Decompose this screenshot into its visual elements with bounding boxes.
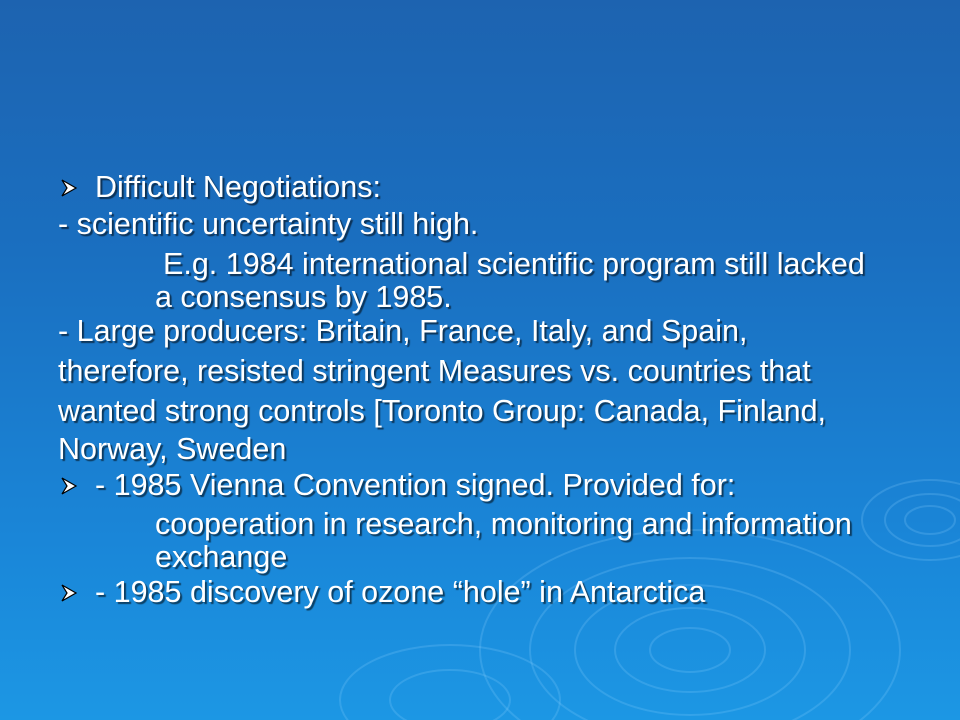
slide-line: - 1985 discovery of ozone “hole” in Antarctica [95,575,706,609]
slide-line: Norway, Sweden [58,432,287,466]
slide-line: - scientific uncertainty still high. [58,207,479,241]
slide-line: exchange [155,540,288,574]
slide-line: E.g. 1984 international scientific program still lacked [163,247,865,281]
slide-line: therefore, resisted stringent Measures vs. countries that [58,354,811,388]
slide-line: cooperation in research, monitoring and information [155,507,852,541]
slide-line: - Large producers: Britain, France, Italy, and Spain, [58,314,748,348]
slide-line: wanted strong controls [Toronto Group: Canada, Finland, [58,394,827,428]
arrow-head-bullet-icon [59,178,79,198]
slide-line: - 1985 Vienna Convention signed. Provided for: [95,468,736,502]
arrow-head-bullet-icon [59,476,79,496]
slide-line: a consensus by 1985. [155,280,452,314]
arrow-head-bullet-icon [59,583,79,603]
slide-line-heading: Difficult Negotiations: [95,170,381,204]
